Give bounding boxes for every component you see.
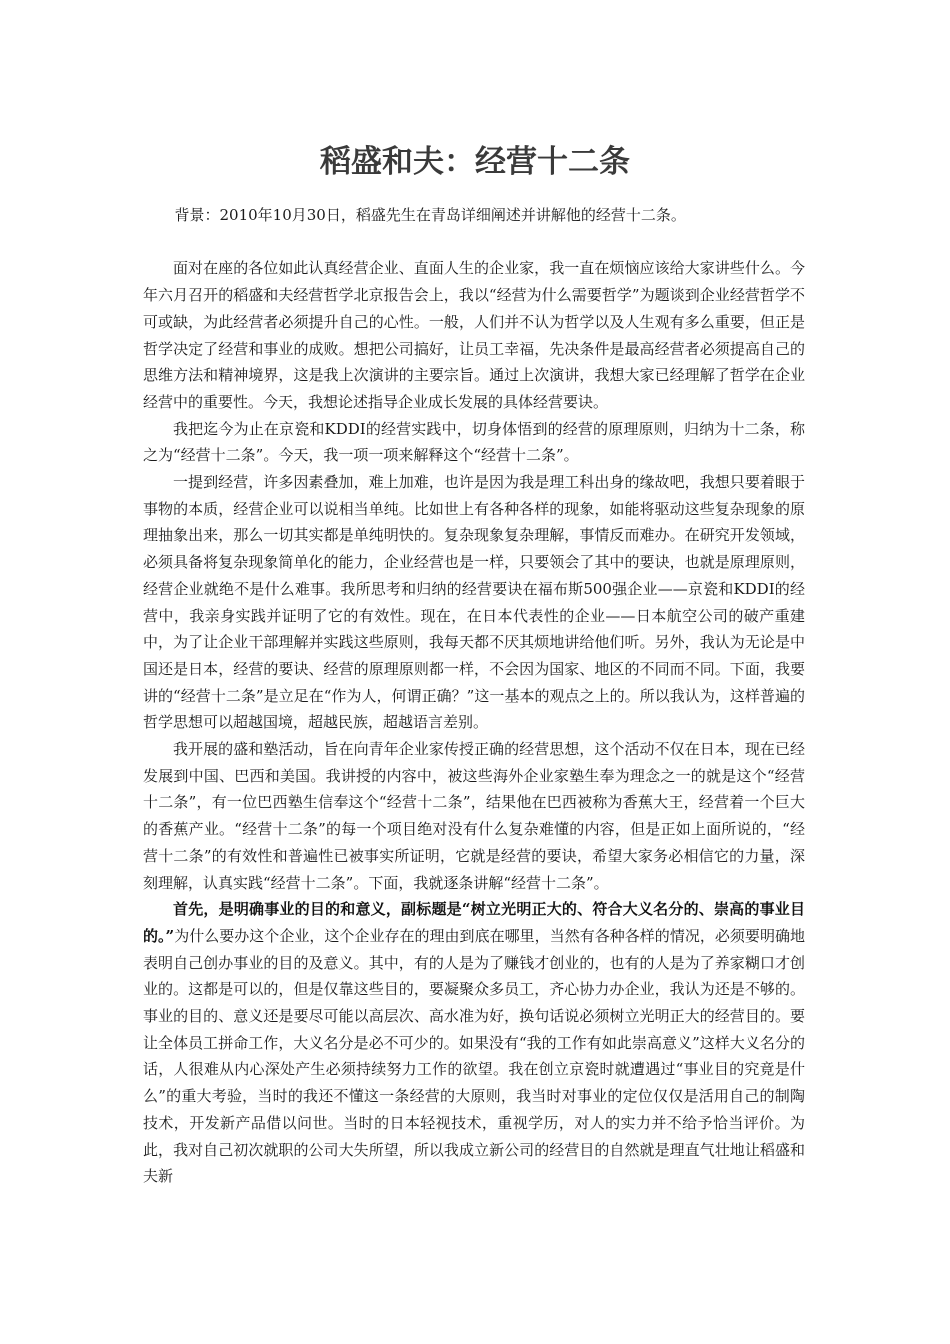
paragraph-1: 面对在座的各位如此认真经营企业、直面人生的企业家，我一直在烦恼应该给大家讲些什么。今年六月召开的稻盛和夫经营哲学北京报告会上，我以“经营为什么需要哲学”为题谈到企业经营哲学不可或缺，为此经营者必须提升自己的心性。一般，人们并不认为哲学以及人生观有多么重要，但正是哲学决定了经营和事业的成败。想把公司搞好，让员工幸福，先决条件是最高经营者必须提高自己的思维方法和精神境界，这是我上次演讲的主要宗旨。通过上次演讲，我想大家已经理解了哲学在企业经营中的重要性。今天，我想论述指导企业成长发展的具体经营要诀。 xyxy=(143,259,805,411)
paragraph-5 xyxy=(143,896,805,1190)
paragraph-2: 我把迄今为止在京瓷和KDDI的经营实践中，切身体悟到的经营的原理原则，归纳为十二条，称之为“经营十二条”。今天，我一项一项来解释这个“经营十二条”。 xyxy=(143,419,805,465)
paragraph-5-text: 为什么要办这个企业，这个企业存在的理由到底在哪里，当然有各种各样的情况，必须要明确地表明自己创办事业的目的及意义。其中，有的人是为了赚钱才创业的，也有的人是为了养家糊口才创业的。这都是可以的，但是仅靠这些目的，要凝聚众多员工，齐心协力办企业，我认为还是不够的。事业的目的、意义还是要尽可能以高层次、高水准为好，换句话说必须树立光明正大的经营目的。要让全体员工拼命工作，大义名分是必不可少的。如果没有“我的工作有如此崇高意义”这样大义名分的话，人很难从内心深处产生必须持续努力工作的欲望。我在创立京瓷时就遭遇过“事业目的究竟是什么”的重大考验，当时的我还不懂这一条经营的大原则，我当时对事业的定位仅仅是活用自己的制陶技术，开发新产品借以问世。当时的日本轻视技术，重视学历，对人的实力并不给予恰当评价。为此，我对自己初次就职的公司大失所望，所以我成立新公司的经营目的自然就是理直气壮地让稻盛和夫新 xyxy=(143,926,805,1186)
background-note: 背景：2010年10月30日，稻盛先生在青岛详细阐述并讲解他的经营十二条。 xyxy=(174,206,686,224)
paragraph-3: 一提到经营，许多因素叠加，难上加难，也许是因为我是理工科出身的缘故吧，我想只要着眼于事物的本质，经营企业可以说相当单纯。比如世上有各种各样的现象，如能将驱动这些复杂现象的原理抽象出来，那么一切其实都是单纯明快的。复杂现象复杂理解，事情反而难办。在研究开发领域，必须具备将复杂现象简单化的能力，企业经营也是一样，只要领会了其中的要诀，也就是原理原则，经营企业就绝不是什么难事。我所思考和归纳的经营要诀在福布斯500强企业——京瓷和KDDI的经营中，我亲身实践并证明了它的有效性。现在，在日本代表性的企业——日本航空公司的破产重建中，为了让企业干部理解并实践这些原则，我每天都不厌其烦地讲给他们听。另外，我认为无论是中国还是日本，经营的要诀、经营的原理原则都一样，不会因为国家、地区的不同而不同。下面，我要讲的“经营十二条”是立足在“作为人，何谓正确？”这一基本的观点之上的。所以我认为，这样普遍的哲学思想可以超越国境，超越民族，超越语言差别。 xyxy=(143,473,805,732)
document-body xyxy=(143,202,805,1190)
document-title: 稻盛和夫：经营十二条 xyxy=(320,144,630,180)
paragraph-4: 我开展的盛和塾活动，旨在向青年企业家传授正确的经营思想，这个活动不仅在日本，现在已经发展到中国、巴西和美国。我讲授的内容中，被这些海外企业家塾生奉为理念之一的就是这个“经营十二条”，有一位巴西塾生信奉这个“经营十二条”，结果他在巴西被称为香蕉大王，经营着一个巨大的香蕉产业。“经营十二条”的每一个项目绝对没有什么复杂难懂的内容，但是正如上面所说的，“经营十二条”的有效性和普遍性已被事实所证明，它就是经营的要诀，希望大家务必相信它的力量，深刻理解，认真实践“经营十二条”。下面，我就逐条讲解“经营十二条”。 xyxy=(143,740,805,892)
paragraph-5-bold-lead: 首先，是明确事业的目的和意义，副标题是“树立光明正大的、符合大义名分的、崇高的事业目的。” xyxy=(143,900,805,945)
